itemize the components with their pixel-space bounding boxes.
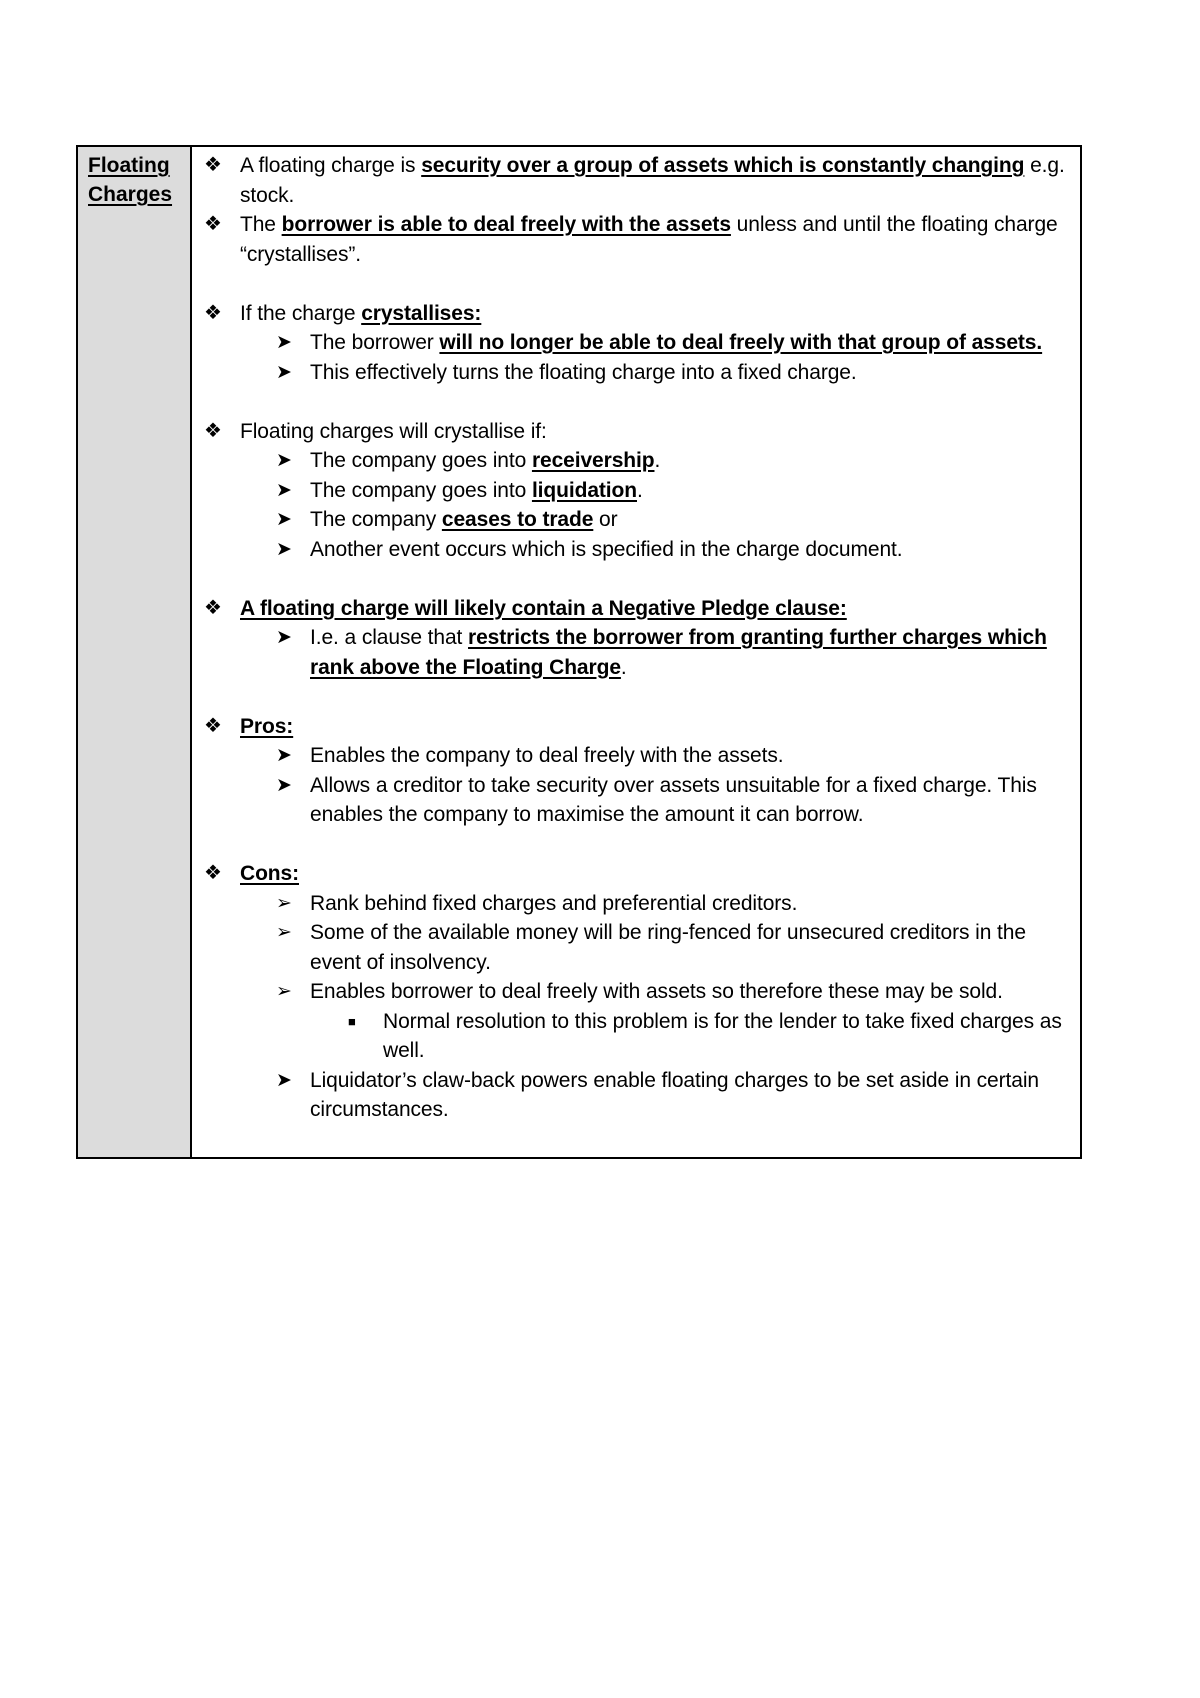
list-item: ➤ The company goes into liquidation. (204, 476, 1072, 506)
outline-arrowhead-bullet-icon: ➢ (276, 922, 292, 943)
list-item: ➤ Enables the company to deal freely with the assets. (204, 741, 1072, 771)
arrowhead-bullet-icon: ➤ (276, 774, 292, 796)
list-item: ❖ A floating charge will likely contain a Negative Pledge clause: (204, 594, 1072, 624)
diamond-bullet-icon: ❖ (204, 301, 222, 324)
arrowhead-bullet-icon: ➤ (276, 745, 292, 766)
diamond-bullet-icon: ❖ (204, 862, 222, 884)
notes-table (76, 145, 1082, 1159)
arrowhead-bullet-icon: ➤ (276, 450, 292, 471)
arrowhead-bullet-icon: ➤ (276, 361, 292, 383)
list-item: ❖ If the charge crystallises: (204, 299, 1072, 329)
arrowhead-bullet-icon: ➤ (276, 627, 292, 648)
topic-label-line1: Floating (88, 154, 170, 177)
arrowhead-bullet-icon: ➤ (276, 332, 292, 353)
list-item: ❖ Cons: (204, 859, 1072, 889)
outline-arrowhead-bullet-icon: ➢ (276, 892, 292, 914)
list-item: ➤ This effectively turns the floating charge into a fixed charge. (204, 358, 1072, 388)
arrowhead-bullet-icon: ➤ (276, 538, 292, 560)
list-item: ❖ The borrower is able to deal freely with the assets unless and until the floating charge “crystallises”. (204, 210, 1072, 269)
notes-content-cell (192, 147, 1080, 1157)
list-item: ➤ Another event occurs which is specified in the charge document. (204, 535, 1072, 565)
list-item: ➤ The company goes into receivership. (204, 446, 1072, 476)
list-item: ■ Normal resolution to this problem is for the lender to take fixed charges as well. (204, 1007, 1072, 1066)
list-item: ➢ Rank behind fixed charges and preferential creditors. (204, 889, 1072, 919)
list-item: ➤ The company ceases to trade or (204, 505, 1072, 535)
topic-label-line2: Charges (88, 183, 173, 206)
list-item: ❖ A floating charge is security over a group of assets which is constantly changing e.g. stock. (204, 151, 1072, 210)
topic-label-cell (78, 147, 192, 1157)
list-item: ➤ The borrower will no longer be able to deal freely with that group of assets. (204, 328, 1072, 358)
list-item: ➤ Allows a creditor to take security over assets unsuitable for a fixed charge. This enables the company to maximise the amount it can borrow. (204, 771, 1072, 830)
diamond-bullet-icon: ❖ (204, 154, 222, 176)
diamond-bullet-icon: ❖ (204, 419, 222, 442)
arrowhead-bullet-icon: ➤ (276, 509, 292, 530)
diamond-bullet-icon: ❖ (204, 596, 222, 619)
list-item: ❖ Pros: (204, 712, 1072, 742)
list-item: ➢ Enables borrower to deal freely with assets so therefore these may be sold. (204, 977, 1072, 1007)
list-item: ➤ I.e. a clause that restricts the borrower from granting further charges which rank above the Floating Charge. (204, 623, 1072, 682)
list-item: ❖ Floating charges will crystallise if: (204, 417, 1072, 447)
diamond-bullet-icon: ❖ (204, 213, 222, 235)
diamond-bullet-icon: ❖ (204, 714, 222, 737)
arrowhead-bullet-icon: ➤ (276, 479, 292, 501)
list-item: ➢ Some of the available money will be ring-fenced for unsecured creditors in the event of insolvency. (204, 918, 1072, 977)
outline-arrowhead-bullet-icon: ➢ (276, 981, 292, 1002)
arrowhead-bullet-icon: ➤ (276, 1069, 292, 1091)
list-item: ➤ Liquidator’s claw-back powers enable floating charges to be set aside in certain circumstances. (204, 1066, 1072, 1125)
square-bullet-icon: ■ (348, 1013, 356, 1029)
